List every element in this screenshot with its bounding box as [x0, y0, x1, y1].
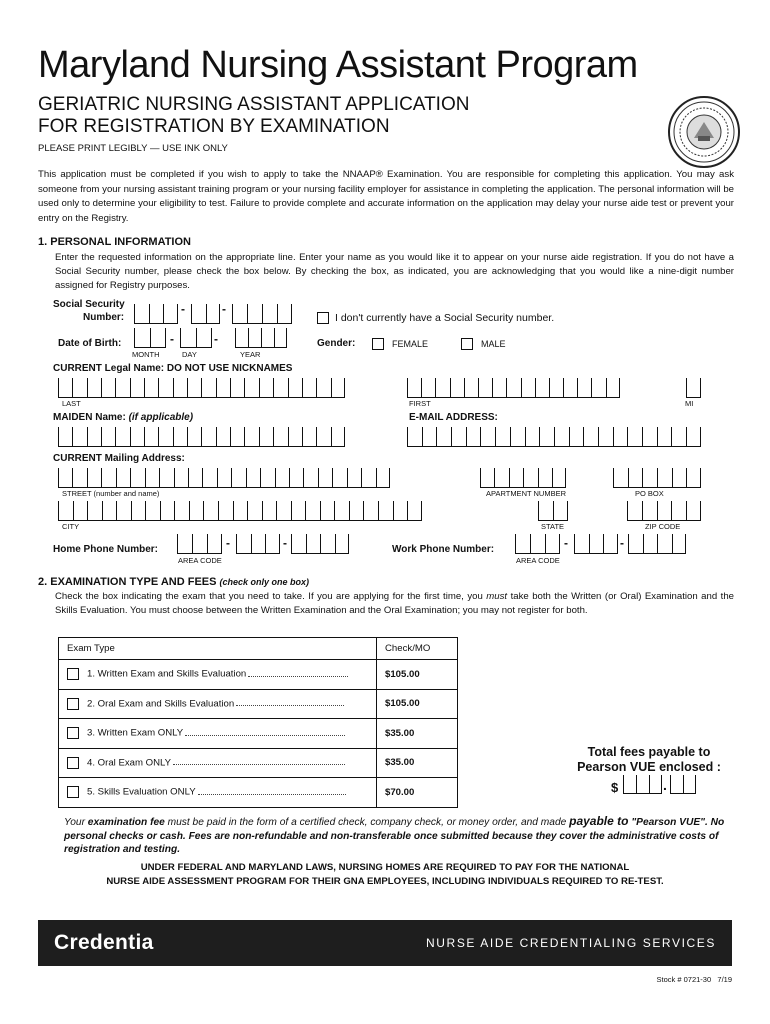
subtitle-line-1: GERIATRIC NURSING ASSISTANT APPLICATION [38, 94, 470, 115]
ssn-label-line2: Number: [83, 312, 125, 323]
section-1-heading: 1. PERSONAL INFORMATION [38, 236, 191, 248]
exam-option-fee: $105.00 [377, 689, 458, 719]
federal-law-notice: UNDER FEDERAL AND MARYLAND LAWS, NURSING HOMES ARE REQUIRED TO PAY FOR THE NATIONAL NURSE AIDE ASSESSMENT PROGRAM FOR THEIR GNA EMPLOYEES, INCLUDING INDIVIDUALS REQUIRED TO RE-TEST. [106, 862, 664, 887]
stock-number: Stock # 0721-30 7/19 [656, 975, 732, 984]
ssn-group-field[interactable] [191, 304, 220, 324]
male-checkbox[interactable] [461, 338, 473, 350]
section-2-heading: 2. EXAMINATION TYPE AND FEES (check only one box) [38, 576, 310, 588]
exam-option-fee: $105.00 [377, 660, 458, 690]
po-box-field[interactable] [613, 468, 701, 488]
female-label: FEMALE [392, 339, 429, 349]
dob-day-field[interactable] [180, 328, 212, 348]
dob-month-field[interactable] [134, 328, 166, 348]
last-caption: LAST [62, 399, 81, 408]
ssn-area-field[interactable] [134, 304, 178, 324]
ssn-serial-field[interactable] [232, 304, 292, 324]
work-phone-label: Work Phone Number: [392, 544, 495, 555]
work-phone-area-field[interactable] [515, 534, 560, 554]
exam-option-label: 1. Written Exam and Skills Evaluation [87, 668, 247, 680]
exam-option-label: 4. Oral Exam ONLY [87, 757, 172, 769]
no-ssn-checkbox[interactable] [317, 312, 329, 324]
work-area-code-caption: AREA CODE [516, 556, 560, 565]
day-caption: DAY [182, 350, 197, 359]
exam-option-fee: $35.00 [377, 748, 458, 778]
female-checkbox[interactable] [372, 338, 384, 350]
home-area-code-caption: AREA CODE [178, 556, 222, 565]
middle-initial-field[interactable] [686, 378, 701, 398]
street-caption: STREET (number and name) [62, 489, 160, 498]
home-phone-label: Home Phone Number: [53, 544, 159, 555]
maiden-name-field[interactable] [58, 427, 345, 447]
print-note: PLEASE PRINT LEGIBLY — USE INK ONLY [38, 143, 228, 154]
email-field[interactable] [407, 427, 701, 447]
total-fees-label: Total fees payable to Pearson VUE enclosed : [577, 745, 721, 774]
dob-year-field[interactable] [235, 328, 287, 348]
apartment-caption: APARTMENT NUMBER [486, 489, 567, 498]
no-ssn-label: I don't currently have a Social Security number. [335, 312, 555, 324]
home-phone-area-field[interactable] [177, 534, 222, 554]
table-row[interactable] [59, 748, 458, 778]
zip-caption: ZIP CODE [645, 522, 681, 531]
mi-caption: MI [685, 399, 694, 408]
city-caption: CITY [62, 522, 80, 531]
apartment-field[interactable] [480, 468, 566, 488]
section-2-instructions: Check the box indicating the exam that you need to take. If you are applying for the first time, you must take both the Written (or Oral) Examination and the Skills Evaluation. You must choose between the Written Examination and the Oral Examination; you may not register for both. [55, 591, 734, 617]
exam-option-fee: $35.00 [377, 719, 458, 749]
section-1-instructions: Enter the requested information on the appropriate line. Enter your name as you would like it to appear on your nurse aide registration. If you do not have a Social Security number, please check the box below. By checking the box, as indicated, you are acknowledging that you would like a nine-digit number assigned for Registry purposes. [55, 252, 734, 292]
dollar-sign: $ [611, 780, 619, 795]
exam-option-1-checkbox[interactable] [67, 668, 79, 680]
table-row[interactable] [59, 719, 458, 749]
zip-field[interactable] [627, 501, 701, 521]
state-seal-icon [668, 96, 740, 168]
table-row[interactable] [59, 660, 458, 690]
exam-option-5-checkbox[interactable] [67, 786, 79, 798]
home-phone-prefix-field[interactable] [236, 534, 280, 554]
fee-payment-note: Your examination fee must be paid in the form of a certified check, company check, or money order, and made payable to "Pearson VUE". No personal checks or cash. Fees are non-refundable and non-transferable once submitted because they cover the administrative costs of registration and testing. [64, 814, 725, 855]
table-header-row [59, 638, 458, 660]
first-name-field[interactable] [407, 378, 620, 398]
city-field[interactable] [58, 501, 422, 521]
fee-header: Check/MO [377, 638, 458, 660]
exam-option-2-checkbox[interactable] [67, 698, 79, 710]
exam-type-header: Exam Type [59, 638, 377, 660]
gender-label: Gender: [317, 338, 356, 349]
month-caption: MONTH [132, 350, 160, 359]
work-phone-line-field[interactable] [628, 534, 686, 554]
exam-option-4-checkbox[interactable] [67, 757, 79, 769]
male-label: MALE [481, 339, 506, 349]
maiden-name-label: MAIDEN Name: (if applicable) [53, 412, 194, 423]
table-row[interactable] [59, 689, 458, 719]
exam-option-label: 5. Skills Evaluation ONLY [87, 786, 196, 798]
last-name-field[interactable] [58, 378, 345, 398]
total-cents-field[interactable] [670, 775, 696, 794]
dob-label: Date of Birth: [58, 338, 122, 349]
po-box-caption: PO BOX [635, 489, 664, 498]
exam-option-label: 2. Oral Exam and Skills Evaluation [87, 698, 235, 710]
email-label: E-MAIL ADDRESS: [409, 412, 498, 423]
year-caption: YEAR [240, 350, 261, 359]
legal-name-label: CURRENT Legal Name: DO NOT USE NICKNAMES [53, 363, 293, 374]
footer-banner [38, 920, 732, 966]
table-row[interactable] [59, 778, 458, 808]
total-dollars-field[interactable] [623, 775, 662, 794]
state-field[interactable] [538, 501, 568, 521]
subtitle-line-2: FOR REGISTRATION BY EXAMINATION [38, 116, 390, 137]
ssn-label-line1: Social Security [53, 299, 125, 310]
home-phone-line-field[interactable] [291, 534, 349, 554]
exam-option-3-checkbox[interactable] [67, 727, 79, 739]
first-caption: FIRST [409, 399, 431, 408]
exam-option-fee: $70.00 [377, 778, 458, 808]
exam-fee-table [58, 637, 458, 808]
footer-tagline: NURSE AIDE CREDENTIALING SERVICES [426, 936, 716, 950]
credentia-logo: Credentia [54, 931, 154, 954]
exam-option-label: 3. Written Exam ONLY [87, 727, 184, 739]
street-field[interactable] [58, 468, 390, 488]
work-phone-prefix-field[interactable] [574, 534, 618, 554]
intro-paragraph: This application must be completed if you wish to apply to take the NNAAP® Examination. You are responsible for completing this application. You may ask someone from your nursing assistant training program or your nursing facility employer for assistance in completing the application. The personal information will be used only to determine your eligibility to test. Failure to provide complete and accurate information on the application may delay your nurse aide test or prevent your entry on the Registry. [38, 169, 734, 224]
state-caption: STATE [541, 522, 565, 531]
decimal-point: . [663, 777, 667, 793]
mailing-address-label: CURRENT Mailing Address: [53, 453, 185, 464]
page-title: Maryland Nursing Assistant Program [38, 44, 638, 86]
